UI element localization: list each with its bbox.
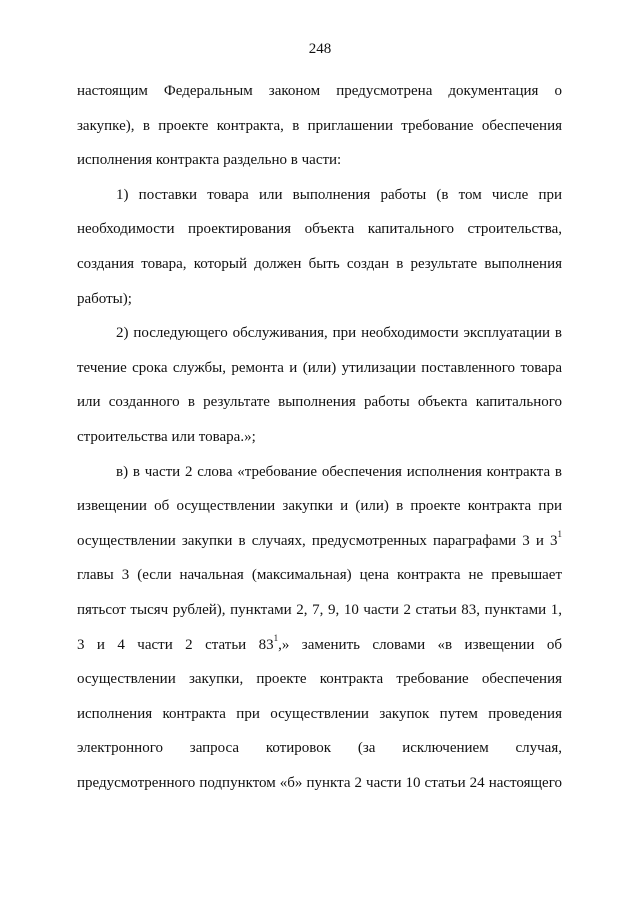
- text-segment: 3 и 4 части 2 статьи 83: [77, 636, 274, 653]
- text-line-with-superscript: [77, 524, 562, 559]
- text-line: 2) последующего обслуживания, при необходимости эксплуатации в: [116, 325, 562, 342]
- document-body: [77, 74, 562, 800]
- superscript: 1: [273, 632, 279, 643]
- text-line: течение срока службы, ремонта и (или) утилизации поставленного товара: [77, 359, 562, 376]
- text-line: 1) поставки товара или выполнения работы (в том числе при: [116, 186, 562, 203]
- text-line: создания товара, который должен быть создан в результате выполнения: [77, 255, 562, 272]
- text-line: в) в части 2 слова «требование обеспечения исполнения контракта в: [116, 463, 562, 480]
- text-line: пятьсот тысяч рублей), пунктами 2, 7, 9, 10 части 2 статьи 83, пунктами 1,: [77, 601, 562, 618]
- text-line: или созданного в результате выполнения работы объекта капитального: [77, 394, 562, 411]
- text-line: настоящим Федеральным законом предусмотрена документация о: [77, 83, 562, 99]
- text-segment: осуществлении закупки в случаях, предусмотренных параграфами 3 и 3: [77, 532, 558, 549]
- text-line: работы);: [77, 290, 132, 307]
- text-line: электронного запроса котировок (за исключением случая,: [77, 740, 562, 757]
- text-line: строительства или товара.»;: [77, 428, 256, 445]
- text-segment: ,» заменить словами «в извещении об: [278, 636, 563, 653]
- text-line: закупке), в проекте контракта, в приглашении требование обеспечения: [77, 117, 562, 134]
- text-line: главы 3 (если начальная (максимальная) цена контракта не превышает: [77, 567, 562, 584]
- text-line: осуществлении закупки, проекте контракта требование обеспечения: [77, 671, 562, 688]
- text-line: исполнения контракта при осуществлении закупок путем проведения: [77, 705, 562, 722]
- text-line: необходимости проектирования объекта капитального строительства,: [77, 221, 562, 238]
- text-line: исполнения контракта раздельно в части:: [77, 152, 342, 169]
- page-number: 248: [308, 41, 332, 57]
- superscript: 1: [557, 528, 562, 539]
- text-line: извещении об осуществлении закупки и (или) в проекте контракта при: [77, 498, 562, 515]
- text-line-with-superscript: [77, 628, 562, 663]
- text-line: предусмотренного подпунктом «б» пункта 2 части 10 статьи 24 настоящего: [77, 774, 562, 791]
